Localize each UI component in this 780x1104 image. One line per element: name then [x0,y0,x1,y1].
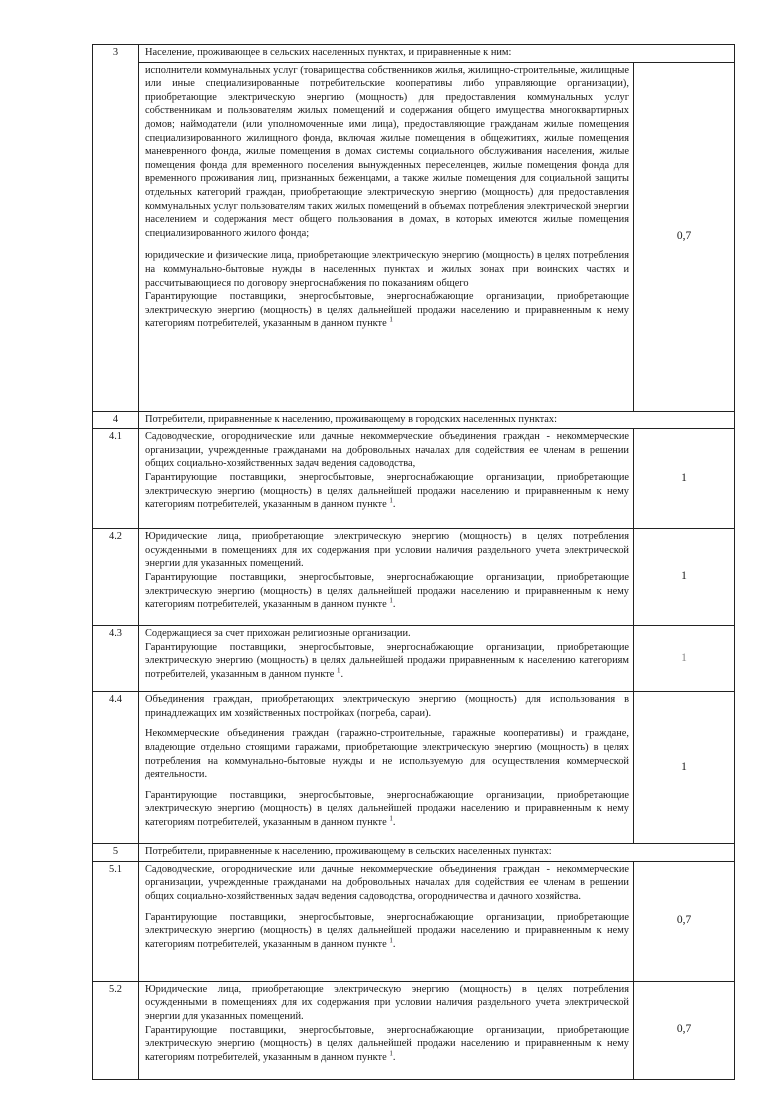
paragraph: Садоводческие, огороднические или дачные некоммерческие объединения граждан - некоммерческие организации, учрежденные гражданами на добровольных началах для содействия ее членам в решении общих социально-хозяйственных задач ведения садоводства, огородничества и дачного хозяйства. [145,863,629,902]
row-number: 4.1 [93,429,139,529]
row-number: 4.3 [93,626,139,692]
row-number: 4 [93,411,139,429]
paragraph: юридические и физические лица, приобретающие электрическую энергию (мощность) в целях потребления на коммунально-бытовые нужды в населенных пунктах и жилых зонах при воинских частях и рассчитывающиеся по договору энергоснабжения по показаниям общего [145,250,629,289]
section-heading: Потребители, приравненные к населению, проживающему в сельских населенных пунктах: [139,844,735,862]
coefficient-value: 1 [634,529,735,626]
footnote-mark: 1 [389,315,393,324]
row-description [139,861,634,981]
paragraph: Садоводческие, огороднические или дачные некоммерческие объединения граждан - некоммерческие организации, учрежденные гражданами на добровольных началах для содействия ее членам в решении общих социально-хозяйственных задач ведения садоводства, [145,431,629,470]
section-heading: Потребители, приравненные к населению, проживающему в городских населенных пунктах: [139,411,735,429]
row-number: 5.1 [93,861,139,981]
footnote-mark: 1 [389,596,393,605]
row-number: 4.2 [93,529,139,626]
paragraph: Гарантирующие поставщики, энергосбытовые, энергоснабжающие организации, приобретающие электрическую энергию (мощность) в целях дальнейшей продажи населению и приравненным к нему категориям потребителей, указанным в данном пункте $^1$. [145,789,629,828]
footnote-mark: 1 [337,666,341,675]
section-heading: Население, проживающее в сельских населенных пунктах, и приравненные к ним: [139,45,735,63]
row-description [139,626,634,692]
table-row [93,844,735,862]
coefficient-value: 1 [634,626,735,692]
coefficient-value: 1 [634,429,735,529]
table-row [93,411,735,429]
row-description [139,529,634,626]
footnote-mark: 1 [389,1049,393,1058]
paragraph: Объединения граждан, приобретающих электрическую энергию (мощность) для использования в принадлежащих им хозяйственных постройках (погреба, сараи). [145,694,629,719]
coefficient-value: 0,7 [634,62,735,411]
row-description [139,429,634,529]
paragraph: Гарантирующие поставщики, энергосбытовые, энергоснабжающие организации, приобретающие электрическую энергию (мощность) в целях дальнейшей продажи населению и приравненным к нему категориям потребителей, указанным в данном пункте $^1$ [145,291,629,330]
table-row [93,692,735,844]
paragraph: Гарантирующие поставщики, энергосбытовые, энергоснабжающие организации, приобретающие электрическую энергию (мощность) в целях дальнейшей продажи приравненным к населению категориям потребителей, указанным в данном пункте $^1$. [145,641,629,680]
table-row [93,529,735,626]
row-number: 5 [93,844,139,862]
coefficient-value: 0,7 [634,861,735,981]
paragraph: исполнители коммунальных услуг (товарищества собственников жилья, жилищно-строительные, жилищные или иные специализированные потребительские кооперативы либо управляющие организации), приобретающие электрическую энергию (мощность) для предоставления коммунальных услуг собственникам и пользователям жилых помещений и содержания общего имущества многоквартирных домов; наймодатели (или уполномоченные ими лица), предоставляющие гражданам жилые помещения специализированного жилищного фонда, включая жилые помещения в общежитиях, жилые помещения маневренного фонда, жилые помещения в домах системы социального обслуживания населения, жилые помещения фонда для временного поселения вынужденных переселенцев, жилые помещения фонда для временного проживания лиц, признанных беженцами, а также жилые помещения для социальной защиты отдельных категорий граждан, приобретающие электрическую энергию (мощность) для предоставления коммунальных услуг пользователям таких жилых помещений в объемах потребления электрической энергии населением и содержания мест общего пользования в домах, в которых имеются жилые помещения специализированного жилого фонда; [145,64,629,239]
paragraph: Юридические лица, приобретающие электрическую энергию (мощность) в целях потребления осужденными в помещениях для их содержания при условии наличия раздельного учета электрической энергии для указанных помещений. [145,983,629,1022]
paragraph: Гарантирующие поставщики, энергосбытовые, энергоснабжающие организации, приобретающие электрическую энергию (мощность) в целях дальнейшей продажи населению и приравненным к нему категориям потребителей, указанным в данном пункте $^1$. [145,911,629,950]
coefficient-value: 0,7 [634,981,735,1079]
table-row [93,626,735,692]
footnote-mark: 1 [389,496,393,505]
table-row [93,429,735,529]
row-number: 4.4 [93,692,139,844]
coefficient-value: 1 [634,692,735,844]
table-row [93,981,735,1079]
row-description [139,62,634,411]
table-row [93,861,735,981]
row-description [139,981,634,1079]
paragraph: Юридические лица, приобретающие электрическую энергию (мощность) в целях потребления осужденными в помещениях для их содержания при условии наличия раздельного учета электрической энергии для указанных помещений. [145,531,629,570]
footnote-mark: 1 [389,814,393,823]
paragraph: Некоммерческие объединения граждан (гаражно-строительные, гаражные кооперативы) и граждане, владеющие отдельно стоящими гаражами, приобретающие электрическую энергию (мощность) в целях потребления на коммунально-бытовые нужды и не используемую для осуществления коммерческой деятельности. [145,728,629,781]
row-number: 5.2 [93,981,139,1079]
tariff-coefficients-table [92,44,735,1080]
paragraph: Гарантирующие поставщики, энергосбытовые, энергоснабжающие организации, приобретающие электрическую энергию (мощность) в целях дальнейшей продажи населению и приравненным к нему категориям потребителей, указанным в данном пункте $^1$. [145,571,629,611]
footnote-mark: 1 [389,936,393,945]
paragraph: Содержащиеся за счет прихожан религиозные организации. [145,628,411,640]
paragraph: Гарантирующие поставщики, энергосбытовые, энергоснабжающие организации, приобретающие электрическую энергию (мощность) в целях дальнейшей продажи населению и приравненным к нему категориям потребителей, указанным в данном пункте $^1$. [145,1024,629,1063]
paragraph: Гарантирующие поставщики, энергосбытовые, энергоснабжающие организации, приобретающие электрическую энергию (мощность) в целях дальнейшей продажи населению и приравненным к нему категориям потребителей, указанным в данном пункте $^1$. [145,471,629,511]
row-number: 3 [93,45,139,412]
table-row [93,45,735,63]
table-row [93,62,735,411]
row-description [139,692,634,844]
